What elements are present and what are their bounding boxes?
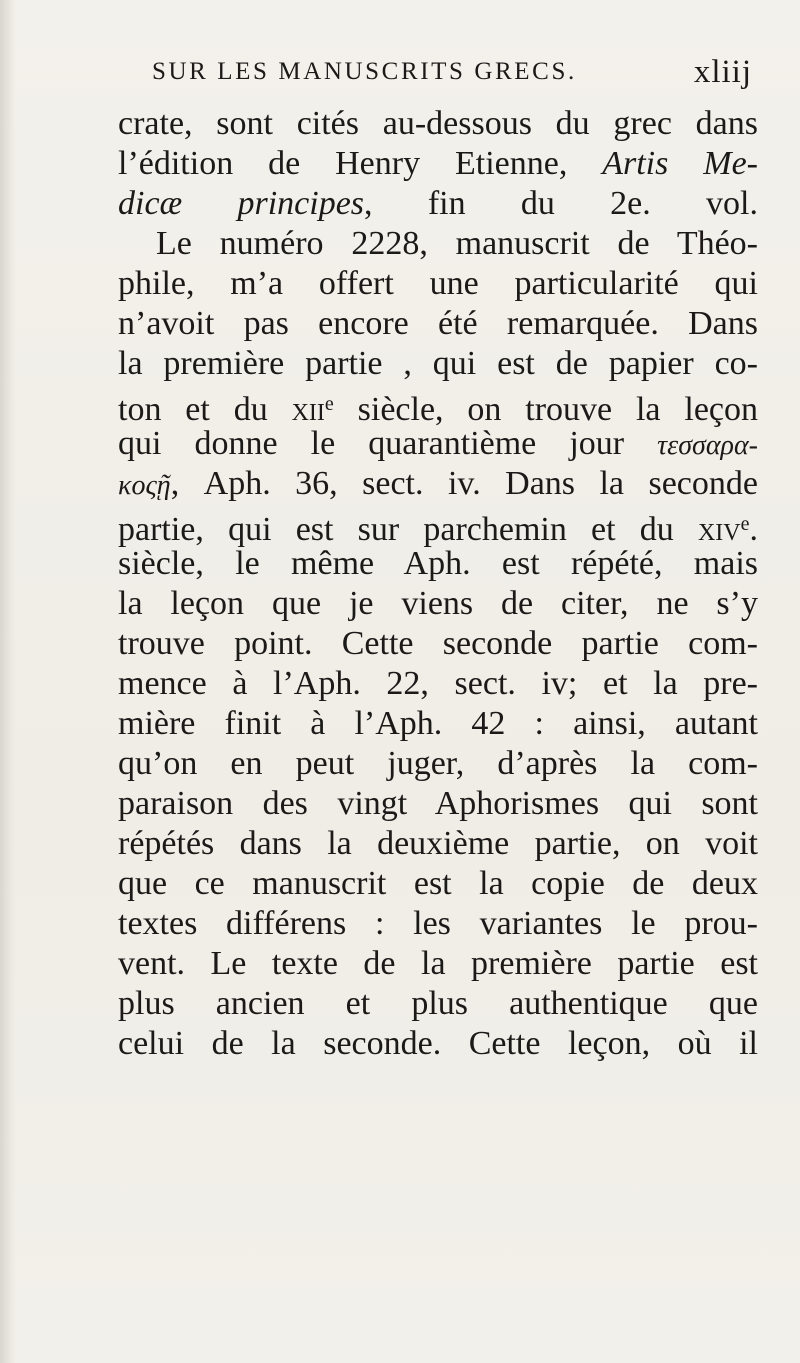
text-line-1 xyxy=(118,104,758,144)
text-span: ton et du xyxy=(118,391,292,428)
text-line-19 xyxy=(118,824,758,864)
roman-numeral: xiv xyxy=(697,511,741,548)
text-span: mière finit à l’Aph. 42 : ainsi, autant xyxy=(118,705,758,742)
text-line-13 xyxy=(118,584,758,624)
text-line-11 xyxy=(118,504,758,548)
text-span: l’édition de Henry Etienne, xyxy=(118,145,603,182)
superscript: e xyxy=(324,393,334,415)
text-span: paraison des vingt Aphorismes qui sont xyxy=(118,785,758,822)
text-line-16 xyxy=(118,704,758,744)
text-span: , Aph. 36, sect. iv. Dans la seconde xyxy=(170,465,758,502)
text-span: n’avoit pas encore été remarquée. Dans xyxy=(118,305,758,342)
text-span: plus ancien et plus authentique que xyxy=(118,985,758,1022)
greek-word: τεσσαρα- xyxy=(657,430,758,461)
text-line-15 xyxy=(118,664,758,704)
italic-title-span: Artis Me- xyxy=(602,145,758,182)
page-gutter-shadow xyxy=(0,0,16,1363)
text-line-9 xyxy=(118,424,758,464)
text-line-5 xyxy=(118,264,758,304)
page-number: xliij xyxy=(693,54,752,90)
roman-numeral: xii xyxy=(291,391,325,428)
superscript: e xyxy=(740,513,750,535)
text-span: , fin du 2e. vol. xyxy=(364,185,758,222)
text-line-4 xyxy=(118,224,758,264)
text-line-10 xyxy=(118,464,758,504)
text-span: trouve point. Cette seconde partie com- xyxy=(118,625,758,662)
text-line-8 xyxy=(118,384,758,428)
text-line-21 xyxy=(118,904,758,944)
text-line-12 xyxy=(118,544,758,584)
italic-title-span: dicæ principes xyxy=(118,185,365,222)
text-span: vent. Le texte de la première partie est xyxy=(118,945,758,982)
text-span: Le numéro 2228, manuscrit de Théo- xyxy=(156,225,758,262)
text-line-7 xyxy=(118,344,758,384)
text-span: crate, sont cités au-dessous du grec dans xyxy=(118,105,758,142)
text-span: qu’on en peut juger, d’après la com- xyxy=(118,745,758,782)
page-header xyxy=(152,54,752,104)
text-span: . xyxy=(749,511,758,548)
text-line-14 xyxy=(118,624,758,664)
text-line-3 xyxy=(118,184,758,224)
text-span: que ce manuscrit est la copie de deux xyxy=(118,865,758,902)
text-line-18 xyxy=(118,784,758,824)
text-line-22 xyxy=(118,944,758,984)
text-span: siècle, on trouve la leçon xyxy=(333,391,758,428)
text-line-6 xyxy=(118,304,758,344)
text-span: la première partie , qui est de papier co- xyxy=(118,345,758,382)
text-line-23 xyxy=(118,984,758,1024)
running-title: SUR LES MANUSCRITS GRECS. xyxy=(152,58,577,85)
body-text xyxy=(118,104,758,1064)
text-span: phile, m’a offert une particularité qui xyxy=(118,265,758,302)
text-span: la leçon que je viens de citer, ne s’y xyxy=(118,585,758,622)
text-span: mence à l’Aph. 22, sect. iv; et la pre- xyxy=(118,665,758,702)
greek-word: κοςῇ xyxy=(118,470,171,501)
text-span: celui de la seconde. Cette leçon, où il xyxy=(118,1025,758,1062)
text-span: textes différens : les variantes le prou- xyxy=(118,905,758,942)
text-span: répétés dans la deuxième partie, on voit xyxy=(118,825,758,862)
text-line-17 xyxy=(118,744,758,784)
text-span: partie, qui est sur parchemin et du xyxy=(118,511,698,548)
text-span: siècle, le même Aph. est répété, mais xyxy=(118,545,758,582)
text-line-24 xyxy=(118,1024,758,1064)
text-line-20 xyxy=(118,864,758,904)
text-line-2 xyxy=(118,144,758,184)
text-span: qui donne le quarantième jour xyxy=(118,425,658,462)
